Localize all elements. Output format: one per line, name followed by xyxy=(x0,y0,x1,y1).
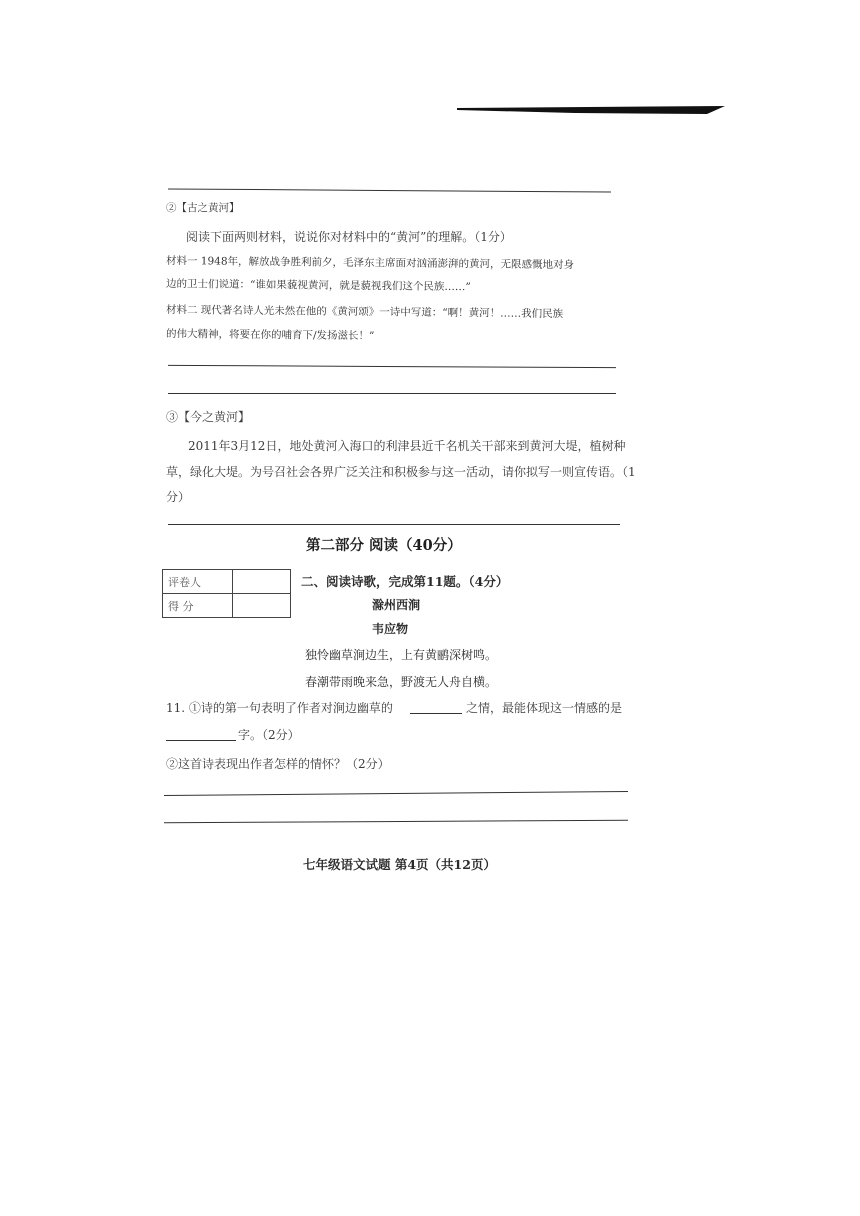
poem-line: 春潮带雨晚来急，野渡无人舟自横。 xyxy=(305,675,498,689)
poem-title: 滁州西涧 xyxy=(372,598,421,612)
score-label: 得 分 xyxy=(163,594,233,618)
instruction-text: 阅读下面两则材料，说说你对材料中的“黄河”的理解。（1分） xyxy=(186,230,512,244)
poem-line: 独怜幽草涧边生，上有黄鹂深树鸣。 xyxy=(305,648,498,662)
question-text: ②这首诗表现出作者怎样的情怀？（2分） xyxy=(166,757,390,771)
grader-cell xyxy=(233,570,291,594)
answer-line xyxy=(168,524,620,525)
answer-line xyxy=(168,393,616,394)
answer-line xyxy=(164,820,628,823)
section-title: ②【古之黄河】 xyxy=(166,202,240,214)
fill-blank xyxy=(166,740,236,741)
prompt-text: 草，绿化大堤。为号召社会各界广泛关注和积极参与这一活动，请你拟写一则宣传语。（1 xyxy=(166,465,636,479)
answer-line xyxy=(164,791,628,796)
section-title: ③【今之黄河】 xyxy=(166,410,251,424)
part-heading: 第二部分 阅读（40分） xyxy=(306,537,462,554)
material-text: 的伟大精神，将要在你的哺育下/发扬滋长！” xyxy=(165,328,375,343)
material-text: 边的卫士们说道：“谁如果藐视黄河，就是藐视我们这个民族……” xyxy=(165,278,471,294)
material-text: 材料一 1948年，解放战争胜利前夕，毛泽东主席面对汹涌澎湃的黄河，无限感慨地对身 xyxy=(165,255,575,272)
fill-blank xyxy=(410,713,462,714)
prompt-text: 分） xyxy=(166,490,191,504)
material-text: 材料二 现代著名诗人光未然在他的《黄河颂》一诗中写道：“啊！黄河！……我们民族 xyxy=(165,304,564,321)
score-table xyxy=(162,569,291,618)
question-group-title: 二、阅读诗歌，完成第11题。（4分） xyxy=(301,574,509,589)
prompt-text: 2011年3月12日，地处黄河入海口的利津县近千名机关干部来到黄河大堤，植树种 xyxy=(188,439,626,453)
question-text: 之情，最能体现这一情感的是 xyxy=(466,701,623,715)
scan-edge-mark xyxy=(455,100,730,120)
question-text: 字。（2分） xyxy=(238,728,300,742)
question-text: 11. ①诗的第一句表明了作者对涧边幽草的 xyxy=(166,701,393,715)
poem-author: 韦应物 xyxy=(372,622,409,636)
page-footer: 七年级语文试题 第4页（共12页） xyxy=(303,857,496,872)
answer-line xyxy=(168,188,611,192)
score-cell xyxy=(233,594,291,618)
answer-line xyxy=(168,365,616,368)
grader-label: 评卷人 xyxy=(163,570,233,594)
